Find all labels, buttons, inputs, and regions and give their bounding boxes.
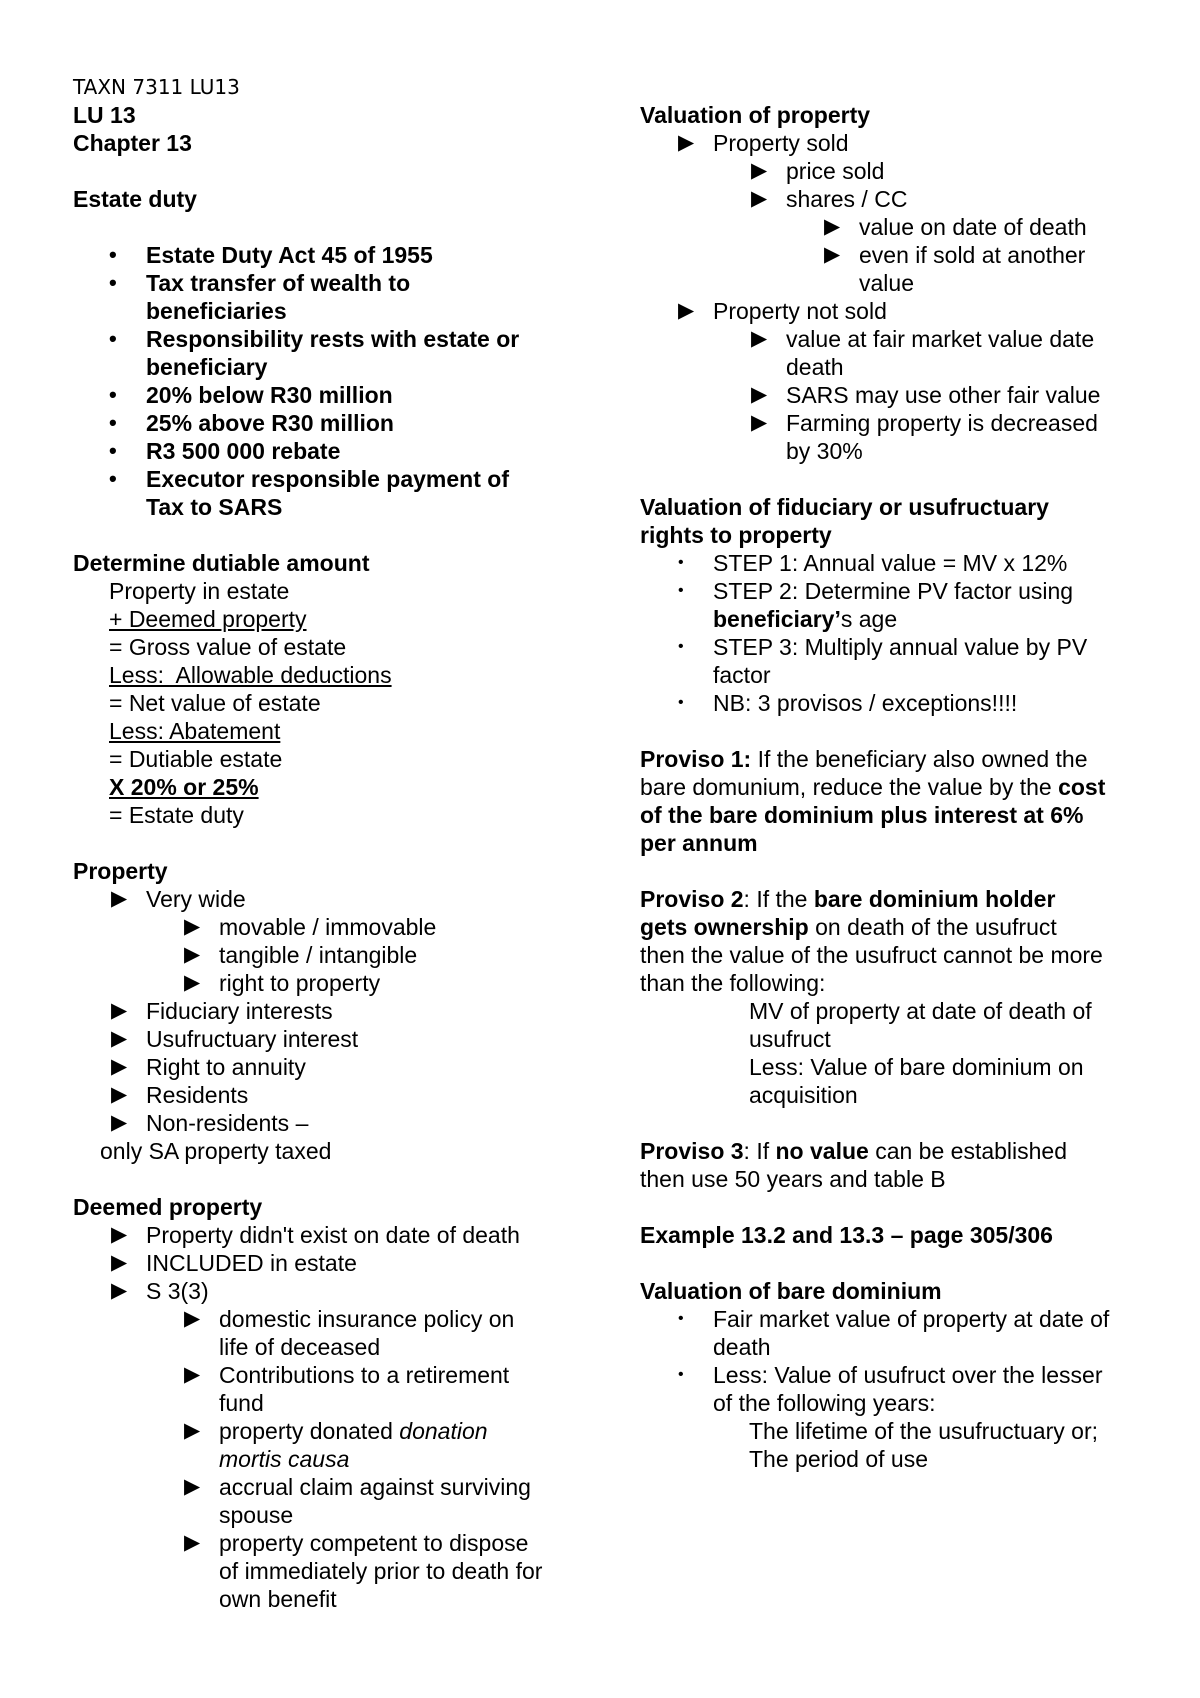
dutiable-line: = Dutiable estate: [109, 746, 283, 772]
valuation-subitem-cont: death: [786, 354, 844, 380]
valuation-subitem-cont: by 30%: [786, 438, 863, 464]
step-3-cont: factor: [713, 662, 771, 688]
valuation-subsubitem: even if sold at another: [859, 242, 1086, 268]
bullet-dot-icon: •: [678, 1366, 684, 1383]
deemed-item: S 3(3): [146, 1278, 209, 1304]
triangle-bullet-icon: ▶: [751, 383, 768, 406]
estate-bullet-cont: Tax to SARS: [146, 494, 283, 520]
example-reference: Example 13.2 and 13.3 – page 305/306: [640, 1222, 1053, 1248]
triangle-bullet-icon: ▶: [678, 299, 695, 322]
estate-bullet: 20% below R30 million: [146, 382, 393, 408]
estate-bullet: Estate Duty Act 45 of 1955: [146, 242, 433, 268]
triangle-bullet-icon: ▶: [111, 1083, 128, 1106]
valuation-subitem: price sold: [786, 158, 885, 184]
valuation-subitem: SARS may use other fair value: [786, 382, 1101, 408]
proviso-1-line: [640, 773, 1105, 801]
proviso-2-bold: bare dominium holder: [813, 886, 1056, 912]
property-heading: Property: [73, 858, 168, 884]
valuation-subsubitem-cont: value: [859, 270, 914, 296]
deemed-text: property donated: [219, 1418, 400, 1444]
proviso-1-text: bare domunium, reduce the value by the: [640, 774, 1059, 800]
triangle-bullet-icon: ▶: [751, 187, 768, 210]
deemed-subitem-cont: of immediately prior to death for: [219, 1558, 543, 1584]
property-note: only SA property taxed: [100, 1138, 332, 1164]
chapter-title: Chapter 13: [73, 130, 192, 156]
deemed-subitem: domestic insurance policy on: [219, 1306, 515, 1332]
dutiable-heading: Determine dutiable amount: [73, 550, 370, 576]
proviso-3-label: Proviso 3: [640, 1138, 744, 1164]
dutiable-line: = Net value of estate: [109, 690, 321, 716]
property-subitem: right to property: [219, 970, 381, 996]
dutiable-line: + Deemed property: [109, 606, 307, 632]
lu-title: LU 13: [73, 102, 136, 128]
dutiable-line: Less: Abatement: [109, 718, 281, 744]
fiduciary-heading: Valuation of fiduciary or usufructuary: [640, 494, 1049, 520]
bullet-dot-icon: •: [109, 242, 117, 267]
estate-bullet-cont: beneficiaries: [146, 298, 287, 324]
dutiable-line: Less: Allowable deductions: [109, 662, 392, 688]
proviso-3-line: then use 50 years and table B: [640, 1166, 946, 1192]
step-2-bold: beneficiary’: [713, 606, 841, 632]
estate-bullet: Tax transfer of wealth to: [146, 270, 411, 296]
proviso-2-indent: acquisition: [749, 1082, 858, 1108]
triangle-bullet-icon: ▶: [184, 943, 201, 966]
triangle-bullet-icon: ▶: [184, 971, 201, 994]
proviso-2-line: then the value of the usufruct cannot be more: [640, 942, 1103, 968]
deemed-subitem: property competent to dispose: [219, 1530, 529, 1556]
step-1: STEP 1: Annual value = MV x 12%: [713, 550, 1068, 576]
valuation-item: Property sold: [713, 130, 849, 156]
property-subitem: tangible / intangible: [219, 942, 418, 968]
triangle-bullet-icon: ▶: [111, 1027, 128, 1050]
property-item: Non-residents –: [146, 1110, 309, 1136]
property-subitem: movable / immovable: [219, 914, 437, 940]
proviso-2-bold: gets ownership: [640, 914, 809, 940]
triangle-bullet-icon: ▶: [824, 243, 841, 266]
proviso-2-text: : If the: [743, 886, 814, 912]
proviso-1-text: If the beneficiary also owned the: [751, 746, 1088, 772]
proviso-2-line: [640, 885, 1055, 913]
bare-bullet-cont: death: [713, 1334, 771, 1360]
fiduciary-heading-cont: rights to property: [640, 522, 832, 548]
triangle-bullet-icon: ▶: [111, 1223, 128, 1246]
dutiable-line: = Gross value of estate: [109, 634, 347, 660]
deemed-subitem-cont: mortis causa: [219, 1446, 350, 1472]
doc-id: TAXN 7311 LU13: [73, 75, 240, 99]
estate-bullet: Executor responsible payment of: [146, 466, 509, 492]
bare-dominium-heading: Valuation of bare dominium: [640, 1278, 942, 1304]
proviso-2-indent: usufruct: [749, 1026, 831, 1052]
triangle-bullet-icon: ▶: [184, 1475, 201, 1498]
deemed-subitem-cont: life of deceased: [219, 1334, 381, 1360]
deemed-subitem-cont: spouse: [219, 1502, 294, 1528]
triangle-bullet-icon: ▶: [751, 327, 768, 350]
bullet-dot-icon: •: [109, 466, 117, 491]
triangle-bullet-icon: ▶: [111, 1279, 128, 1302]
proviso-3-text: can be established: [868, 1138, 1068, 1164]
deemed-item: Property didn't exist on date of death: [146, 1222, 520, 1248]
triangle-bullet-icon: ▶: [111, 1111, 128, 1134]
step-2-cont: [713, 605, 897, 633]
estate-bullet-cont: beneficiary: [146, 354, 268, 380]
bullet-dot-icon: •: [109, 382, 117, 407]
proviso-2-label: Proviso 2: [640, 886, 744, 912]
proviso-1-line: of the bare dominium plus interest at 6%: [640, 802, 1084, 828]
proviso-1-label: Proviso 1:: [640, 746, 752, 772]
valuation-subitem: shares / CC: [786, 186, 908, 212]
triangle-bullet-icon: ▶: [111, 887, 128, 910]
step-2-rest: s age: [840, 606, 898, 632]
proviso-1-line: [640, 745, 1087, 773]
triangle-bullet-icon: ▶: [184, 1307, 201, 1330]
triangle-bullet-icon: ▶: [751, 159, 768, 182]
deemed-subitem: [219, 1417, 488, 1445]
bare-bullet-cont: of the following years:: [713, 1390, 936, 1416]
dutiable-line: X 20% or 25%: [109, 774, 259, 800]
proviso-2-line: than the following:: [640, 970, 826, 996]
deemed-subitem-cont: own benefit: [219, 1586, 337, 1612]
triangle-bullet-icon: ▶: [824, 215, 841, 238]
deemed-subitem-cont: fund: [219, 1390, 264, 1416]
bare-bullet: Fair market value of property at date of: [713, 1306, 1110, 1332]
bullet-dot-icon: •: [109, 438, 117, 463]
proviso-2-indent: MV of property at date of death of: [749, 998, 1092, 1024]
nb-note: NB: 3 provisos / exceptions!!!!: [713, 690, 1018, 716]
triangle-bullet-icon: ▶: [184, 1531, 201, 1554]
triangle-bullet-icon: ▶: [111, 999, 128, 1022]
bullet-dot-icon: •: [109, 270, 117, 295]
property-item: Very wide: [146, 886, 246, 912]
estate-bullet: R3 500 000 rebate: [146, 438, 341, 464]
triangle-bullet-icon: ▶: [184, 1363, 201, 1386]
property-item: Fiduciary interests: [146, 998, 333, 1024]
estate-duty-heading: Estate duty: [73, 186, 197, 212]
step-2: STEP 2: Determine PV factor using: [713, 578, 1074, 604]
deemed-subitem: Contributions to a retirement: [219, 1362, 510, 1388]
bullet-dot-icon: •: [109, 326, 117, 351]
proviso-1-line: per annum: [640, 830, 758, 856]
deemed-italic: donation: [399, 1418, 488, 1444]
bullet-dot-icon: •: [678, 638, 684, 655]
triangle-bullet-icon: ▶: [111, 1251, 128, 1274]
triangle-bullet-icon: ▶: [184, 915, 201, 938]
deemed-subitem: accrual claim against surviving: [219, 1474, 531, 1500]
valuation-heading: Valuation of property: [640, 102, 871, 128]
bare-indent: The lifetime of the usufructuary or;: [749, 1418, 1098, 1444]
proviso-2-indent: Less: Value of bare dominium on: [749, 1054, 1084, 1080]
bullet-dot-icon: •: [109, 410, 117, 435]
triangle-bullet-icon: ▶: [678, 131, 695, 154]
proviso-2-line: [640, 913, 1057, 941]
deemed-item: INCLUDED in estate: [146, 1250, 357, 1276]
bare-bullet: Less: Value of usufruct over the lesser: [713, 1362, 1103, 1388]
proviso-3-bold: no value: [775, 1138, 869, 1164]
triangle-bullet-icon: ▶: [111, 1055, 128, 1078]
property-item: Residents: [146, 1082, 249, 1108]
proviso-3-line: [640, 1137, 1067, 1165]
property-item: Usufructuary interest: [146, 1026, 359, 1052]
triangle-bullet-icon: ▶: [184, 1419, 201, 1442]
valuation-subsubitem: value on date of death: [859, 214, 1087, 240]
valuation-subitem: value at fair market value date: [786, 326, 1095, 352]
triangle-bullet-icon: ▶: [751, 411, 768, 434]
step-3: STEP 3: Multiply annual value by PV: [713, 634, 1088, 660]
bullet-dot-icon: •: [678, 582, 684, 599]
proviso-2-text: on death of the usufruct: [808, 914, 1057, 940]
bare-indent: The period of use: [749, 1446, 929, 1472]
valuation-item: Property not sold: [713, 298, 887, 324]
proviso-1-bold: cost: [1058, 774, 1106, 800]
proviso-3-text: : If: [743, 1138, 776, 1164]
estate-bullet: 25% above R30 million: [146, 410, 394, 436]
deemed-heading: Deemed property: [73, 1194, 263, 1220]
estate-bullet: Responsibility rests with estate or: [146, 326, 520, 352]
dutiable-line: = Estate duty: [109, 802, 244, 828]
bullet-dot-icon: •: [678, 694, 684, 711]
dutiable-line: Property in estate: [109, 578, 290, 604]
bullet-dot-icon: •: [678, 1310, 684, 1327]
property-item: Right to annuity: [146, 1054, 306, 1080]
bullet-dot-icon: •: [678, 554, 684, 571]
valuation-subitem: Farming property is decreased: [786, 410, 1098, 436]
